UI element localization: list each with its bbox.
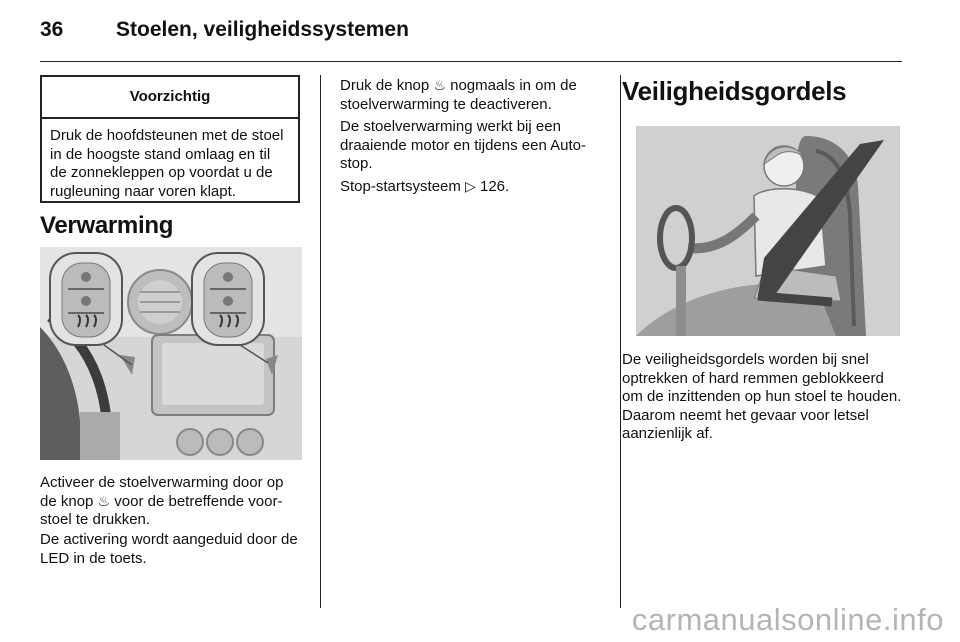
paragraph-activate: Activeer de stoelverwarming door op de knop ♨ voor de betreffende voorstoel te drukken. [40, 474, 284, 528]
page-title: Stoelen, veiligheidssystemen [116, 18, 409, 41]
page-number: 36 [40, 18, 64, 41]
seat-heating-icon: ♨ [433, 78, 446, 94]
paragraph-seatbelts: De veiligheidsgordels worden bij snel optrekken of hard remmen geblokkeerd om de inzittenden op hun stoel te houden. Daarom neemt het gevaar voor letsel aanzienlijk af. [622, 351, 902, 442]
seat-heating-icon: ♨ [97, 493, 111, 510]
paragraph-deactivate: Druk de knop ♨ nogmaals in om de stoelverwarming te deactiveren. [340, 77, 577, 113]
watermark: carmanualsonline.info [631, 602, 944, 637]
header-rule [40, 61, 902, 62]
paragraph-stopstart-ref: Stop-startsysteem ▷ 126. [340, 178, 510, 195]
column-divider-2 [620, 75, 621, 608]
heading-veiligheidsgordels: Veiligheidsgordels [622, 76, 847, 106]
heading-verwarming: Verwarming [40, 212, 174, 239]
caution-box [40, 75, 300, 203]
seatbelt-figure [636, 126, 900, 336]
reference-arrow-icon: ▷ [465, 179, 476, 195]
paragraph-engine: De stoelverwarming werkt bij een draaiende motor en tijdens een Auto-stop. [340, 118, 586, 172]
caution-title: Voorzichtig [42, 77, 298, 119]
paragraph-led: De activering wordt aangeduid door de LED in de toets. [40, 531, 298, 567]
caution-text: Druk de hoofdsteunen met de stoel in de hoogste stand omlaag en til de zonnekleppen op voordat u de rugleuning naar voren klapt. [50, 127, 284, 200]
column-divider-1 [320, 75, 321, 608]
seat-heating-figure [40, 247, 302, 460]
